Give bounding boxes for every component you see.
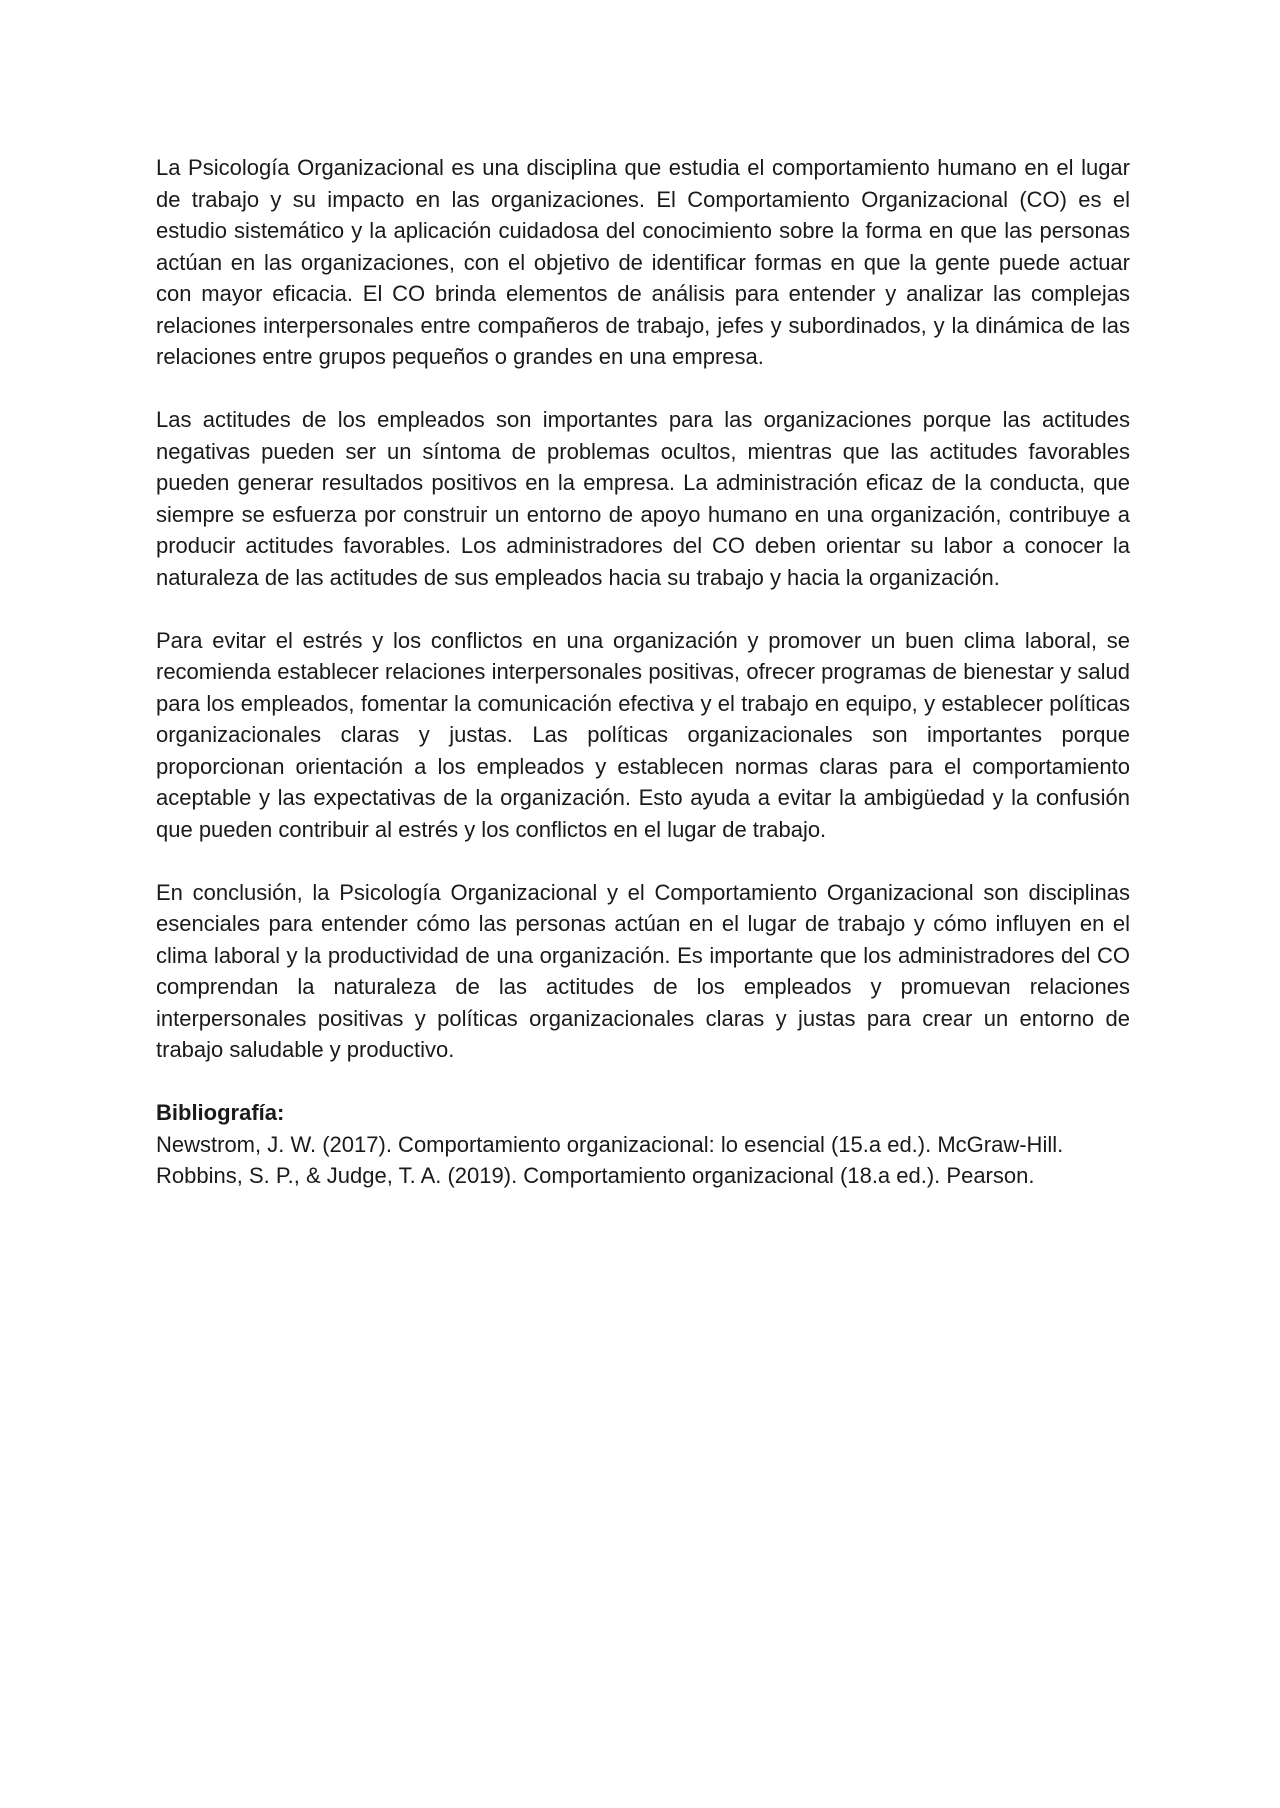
paragraph-introduction: La Psicología Organizacional es una disciplina que estudia el comportamiento humano en el lugar de trabajo y su impacto en las organizaciones. El Comportamiento Organizacional (CO) es el estudio sistemático y la aplicación cuidadosa del conocimiento sobre la forma en que las personas actúan en las organizaciones, con el objetivo de identificar formas en que la gente puede actuar con mayor eficacia. El CO brinda elementos de análisis para entender y analizar las complejas relaciones interpersonales entre compañeros de trabajo, jefes y subordinados, y la dinámica de las relaciones entre grupos pequeños o grandes en una empresa. [156,155,1130,369]
paragraph-conclusion: En conclusión, la Psicología Organizacional y el Comportamiento Organizacional son disciplinas esenciales para entender cómo las personas actúan en el lugar de trabajo y cómo influyen en el clima laboral y la productividad de una organización. Es importante que los administradores del CO comprendan la naturaleza de las actitudes de los empleados y promuevan relaciones interpersonales positivas y políticas organizacionales claras y justas para crear un entorno de trabajo saludable y productivo. [156,879,1130,1062]
bibliography-heading: Bibliografía: [156,1100,285,1125]
bibliography-reference-robbins: Robbins, S. P., & Judge, T. A. (2019). Comportamiento organizacional (18.a ed.). Pearson. [156,1163,1035,1188]
document-page [156,152,1130,1192]
bibliography-section [156,1097,1130,1192]
paragraph-stress-conflicts: Para evitar el estrés y los conflictos en una organización y promover un buen clima laboral, se recomienda establecer relaciones interpersonales positivas, ofrecer programas de bienestar y salud para los empleados, fomentar la comunicación efectiva y el trabajo en equipo, y establecer políticas organizacionales claras y justas. Las políticas organizacionales son importantes porque proporcionan orientación a los empleados y establecen normas claras para el comportamiento aceptable y las expectativas de la organización. Esto ayuda a evitar la ambigüedad y la confusión que pueden contribuir al estrés y los conflictos en el lugar de trabajo. [156,627,1130,842]
bibliography-reference-newstrom: Newstrom, J. W. (2017). Comportamiento organizacional: lo esencial (15.a ed.). McGraw-Hill. [156,1131,1064,1157]
paragraph-employee-attitudes: Las actitudes de los empleados son importantes para las organizaciones porque las actitudes negativas pueden ser un síntoma de problemas ocultos, mientras que las actitudes favorables pueden generar resultados positivos en la empresa. La administración eficaz de la conducta, que siempre se esfuerza por construir un entorno de apoyo humano en una organización, contribuye a producir actitudes favorables. Los administradores del CO deben orientar su labor a conocer la naturaleza de las actitudes de sus empleados hacia su trabajo y hacia la organización. [156,407,1130,590]
